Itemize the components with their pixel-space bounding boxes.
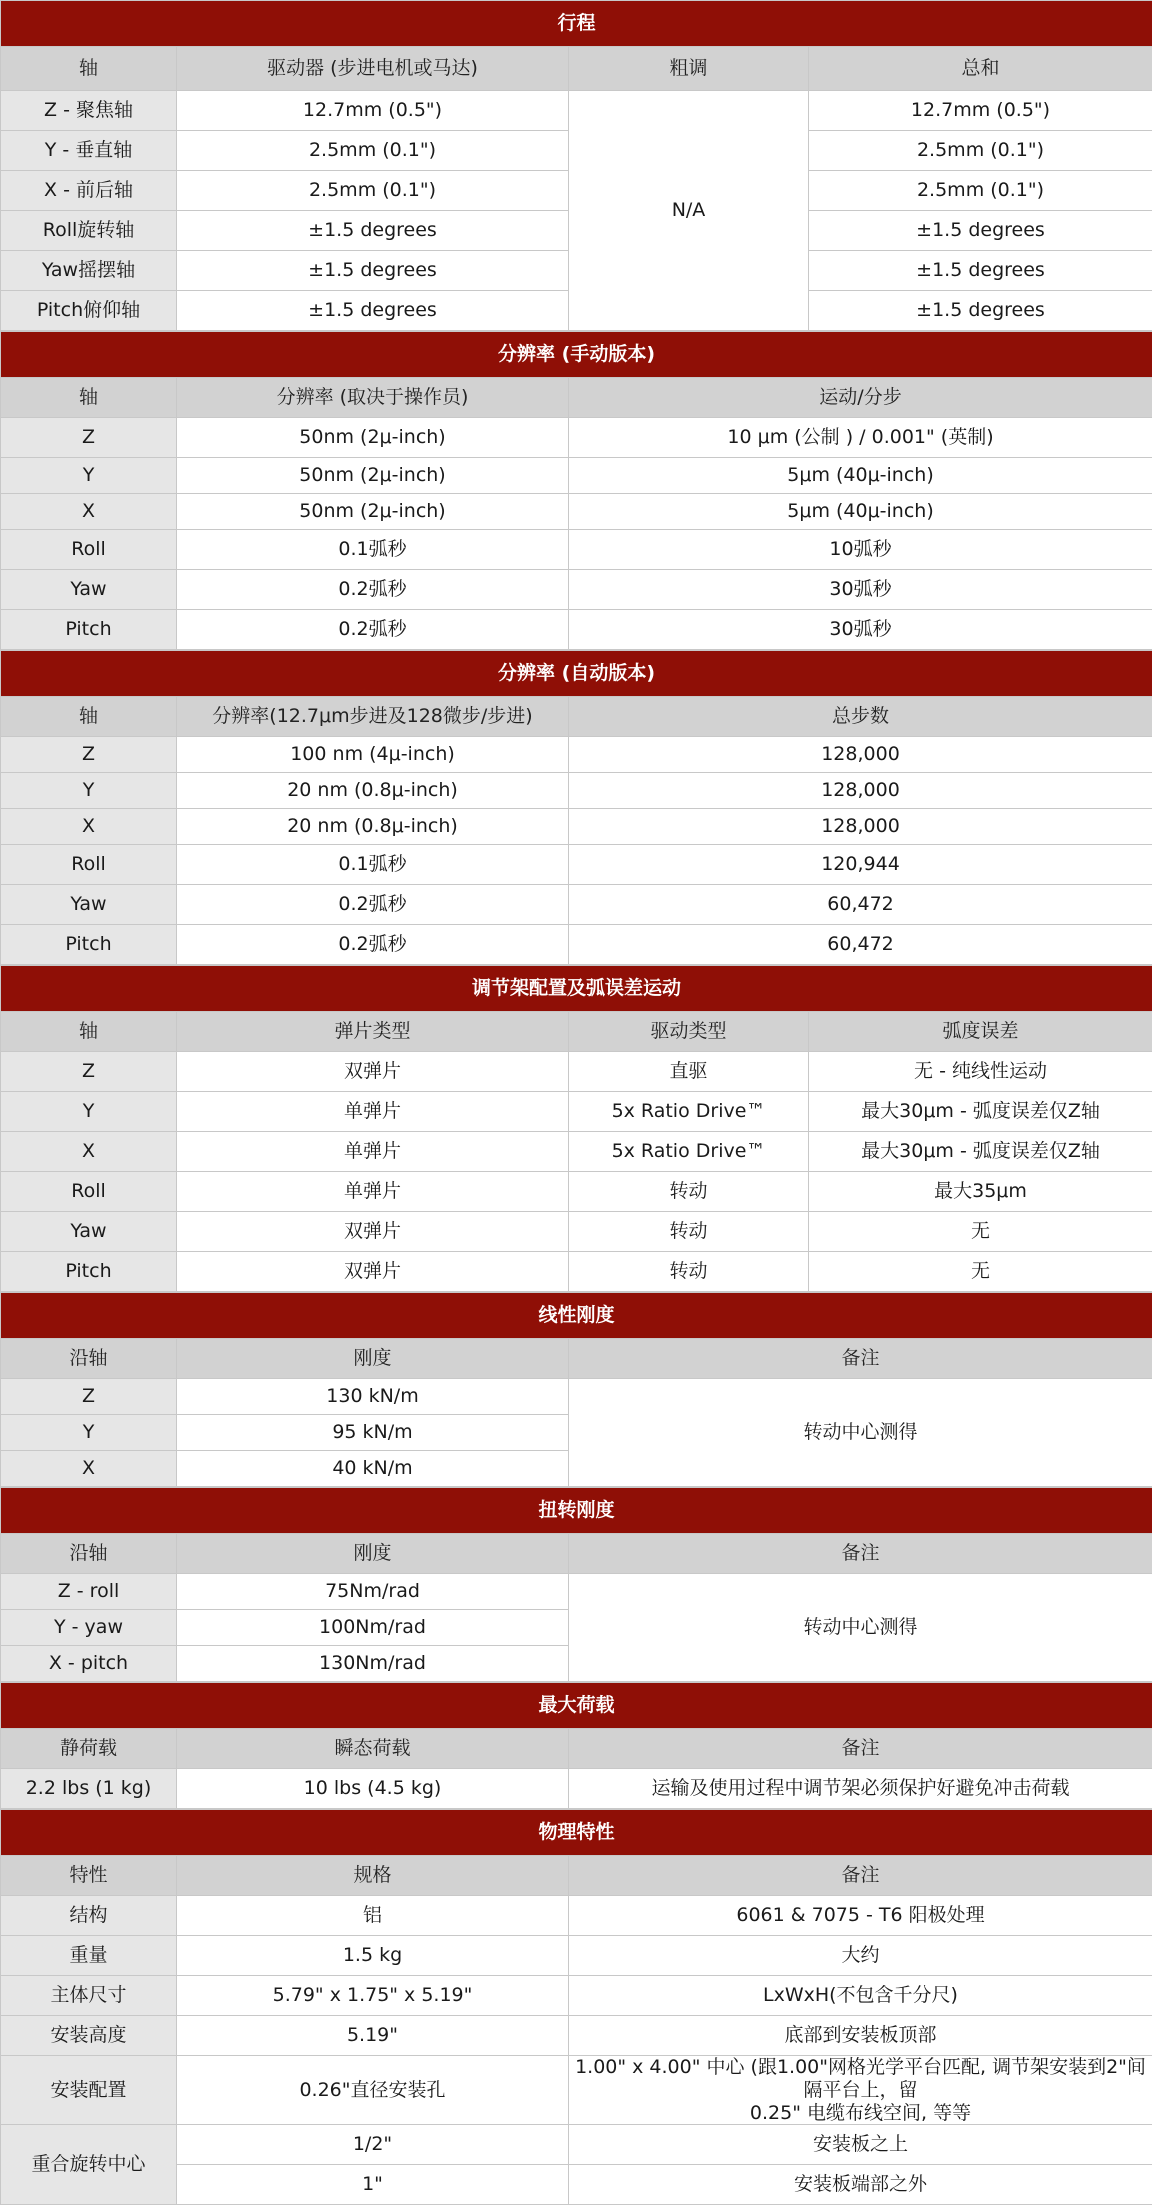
header-cell: 轴 [1,697,177,737]
note-cell: 6061 & 7075 - T6 阳极处理 [569,1896,1152,1936]
axis-cell: Pitch [1,610,177,650]
resolution-value: 0.1弧秒 [177,845,569,885]
stiffness-value: 40 kN/m [177,1451,569,1487]
note-cell: 转动中心测得 [569,1574,1152,1682]
note-cell: 大约 [569,1936,1152,1976]
header-cell: 总步数 [569,697,1152,737]
axis-cell: Yaw [1,1212,177,1252]
stiffness-value: 130 kN/m [177,1379,569,1415]
arc-error-value: 最大35μm [809,1172,1152,1212]
steps-value: 60,472 [569,885,1152,925]
header-cell: 备注 [569,1856,1152,1896]
flexure-value: 单弹片 [177,1172,569,1212]
steps-value: 128,000 [569,809,1152,845]
stiffness-value: 95 kN/m [177,1415,569,1451]
arc-error-value: 无 [809,1252,1152,1292]
arc-error-value: 无 - 纯线性运动 [809,1052,1152,1092]
stiffness-value: 130Nm/rad [177,1646,569,1682]
header-cell: 刚度 [177,1534,569,1574]
section-title: 物理特性 [1,1810,1152,1856]
note-cell: 安装板端部之外 [569,2165,1152,2205]
section-title: 行程 [1,1,1152,47]
drive-type-value: 转动 [569,1212,809,1252]
drive-type-value: 转动 [569,1252,809,1292]
resolution-value: 0.2弧秒 [177,610,569,650]
section-title: 分辨率 (自动版本) [1,651,1152,697]
header-cell: 弧度误差 [809,1012,1152,1052]
resolution-value: 50nm (2μ-inch) [177,458,569,494]
flexure-value: 单弹片 [177,1132,569,1172]
axis-cell: Z - roll [1,1574,177,1610]
resolution-value: 50nm (2μ-inch) [177,494,569,530]
stiffness-value: 75Nm/rad [177,1574,569,1610]
header-cell: 分辨率(12.7μm步进及128微步/步进) [177,697,569,737]
axis-cell: X - pitch [1,1646,177,1682]
note-cell: 运输及使用过程中调节架必须保护好避免冲击荷载 [569,1769,1152,1809]
resolution-value: 20 nm (0.8μ-inch) [177,773,569,809]
header-cell: 刚度 [177,1339,569,1379]
drive-type-value: 直驱 [569,1052,809,1092]
property-cell: 重量 [1,1936,177,1976]
resolution-auto-table [0,650,1152,965]
axis-cell: Z [1,737,177,773]
axis-cell: X [1,1132,177,1172]
header-cell: 静荷载 [1,1729,177,1769]
header-cell: 瞬态荷载 [177,1729,569,1769]
axis-cell: Pitch [1,925,177,965]
steps-value: 120,944 [569,845,1152,885]
section-title: 扭转刚度 [1,1488,1152,1534]
drive-value: ±1.5 degrees [177,211,569,251]
arc-error-value: 无 [809,1212,1152,1252]
header-cell: 规格 [177,1856,569,1896]
resolution-value: 0.1弧秒 [177,530,569,570]
spec-value: 5.79" x 1.75" x 5.19" [177,1976,569,2016]
header-cell: 总和 [809,47,1152,91]
header-cell: 轴 [1,47,177,91]
section-title: 分辨率 (手动版本) [1,332,1152,378]
header-cell: 备注 [569,1534,1152,1574]
flexure-value: 双弹片 [177,1052,569,1092]
header-cell: 弹片类型 [177,1012,569,1052]
spec-value: 1" [177,2165,569,2205]
coarse-value: N/A [569,91,809,331]
steps-value: 128,000 [569,773,1152,809]
axis-cell: Y - 垂直轴 [1,131,177,171]
resolution-value: 20 nm (0.8μ-inch) [177,809,569,845]
header-cell: 粗调 [569,47,809,91]
property-cell: 安装高度 [1,2016,177,2056]
drive-type-value: 5x Ratio Drive™ [569,1132,809,1172]
header-cell: 轴 [1,1012,177,1052]
transient-load-value: 10 lbs (4.5 kg) [177,1769,569,1809]
move-value: 30弧秒 [569,610,1152,650]
property-cell: 主体尺寸 [1,1976,177,2016]
axis-cell: Roll [1,845,177,885]
axis-cell: Y [1,458,177,494]
arc-error-value: 最大30μm - 弧度误差仅Z轴 [809,1132,1152,1172]
drive-value: ±1.5 degrees [177,251,569,291]
travel-table [0,0,1152,331]
total-value: ±1.5 degrees [809,291,1152,331]
spec-value: 5.19" [177,2016,569,2056]
resolution-value: 0.2弧秒 [177,570,569,610]
total-value: ±1.5 degrees [809,251,1152,291]
move-value: 5μm (40μ-inch) [569,494,1152,530]
note-cell: 底部到安装板顶部 [569,2016,1152,2056]
drive-type-value: 转动 [569,1172,809,1212]
drive-value: 2.5mm (0.1") [177,131,569,171]
axis-cell: Y [1,1415,177,1451]
resolution-value: 0.2弧秒 [177,925,569,965]
header-cell: 特性 [1,1856,177,1896]
note-cell: 1.00" x 4.00" 中心 (跟1.00"网格光学平台匹配, 调节架安装到2"间隔平台上，留 0.25" 电缆布线空间, 等等 [569,2056,1152,2125]
max-load-table [0,1682,1152,1809]
header-cell: 备注 [569,1339,1152,1379]
spec-value: 铝 [177,1896,569,1936]
axis-cell: Y [1,1092,177,1132]
resolution-value: 50nm (2μ-inch) [177,418,569,458]
axis-cell: X [1,809,177,845]
section-title: 线性刚度 [1,1293,1152,1339]
property-cell: 安装配置 [1,2056,177,2125]
axis-cell: Z [1,1379,177,1415]
linear-stiffness-table [0,1292,1152,1487]
axis-cell: X - 前后轴 [1,171,177,211]
total-value: ±1.5 degrees [809,211,1152,251]
spec-value: 1.5 kg [177,1936,569,1976]
move-value: 10弧秒 [569,530,1152,570]
flexure-value: 单弹片 [177,1092,569,1132]
resolution-manual-table [0,331,1152,650]
drive-value: 12.7mm (0.5") [177,91,569,131]
axis-cell: Y - yaw [1,1610,177,1646]
header-cell: 驱动器 (步进电机或马达) [177,47,569,91]
header-cell: 备注 [569,1729,1152,1769]
header-cell: 分辨率 (取决于操作员) [177,378,569,418]
axis-cell: Pitch [1,1252,177,1292]
resolution-value: 100 nm (4μ-inch) [177,737,569,773]
axis-cell: Z [1,418,177,458]
move-value: 30弧秒 [569,570,1152,610]
axis-cell: Yaw [1,885,177,925]
note-cell: 转动中心测得 [569,1379,1152,1487]
property-cell: 结构 [1,1896,177,1936]
total-value: 12.7mm (0.5") [809,91,1152,131]
axis-cell: Roll旋转轴 [1,211,177,251]
axis-cell: X [1,494,177,530]
physical-properties-table [0,1809,1152,2205]
property-cell: 重合旋转中心 [1,2125,177,2205]
drive-type-value: 5x Ratio Drive™ [569,1092,809,1132]
axis-cell: Z [1,1052,177,1092]
spec-value: 0.26"直径安装孔 [177,2056,569,2125]
note-cell: LxWxH(不包含千分尺) [569,1976,1152,2016]
move-value: 10 μm (公制 ) / 0.001" (英制) [569,418,1152,458]
axis-cell: X [1,1451,177,1487]
axis-cell: Yaw [1,570,177,610]
section-title: 最大荷载 [1,1683,1152,1729]
axis-cell: Yaw摇摆轴 [1,251,177,291]
steps-value: 128,000 [569,737,1152,773]
flexure-value: 双弹片 [177,1252,569,1292]
configuration-table [0,965,1152,1292]
drive-value: 2.5mm (0.1") [177,171,569,211]
section-title: 调节架配置及弧误差运动 [1,966,1152,1012]
arc-error-value: 最大30μm - 弧度误差仅Z轴 [809,1092,1152,1132]
resolution-value: 0.2弧秒 [177,885,569,925]
total-value: 2.5mm (0.1") [809,171,1152,211]
axis-cell: Roll [1,530,177,570]
axis-cell: Z - 聚焦轴 [1,91,177,131]
header-cell: 轴 [1,378,177,418]
header-cell: 沿轴 [1,1339,177,1379]
steps-value: 60,472 [569,925,1152,965]
stiffness-value: 100Nm/rad [177,1610,569,1646]
note-cell: 安装板之上 [569,2125,1152,2165]
axis-cell: Roll [1,1172,177,1212]
axis-cell: Y [1,773,177,809]
header-cell: 运动/分步 [569,378,1152,418]
torsional-stiffness-table [0,1487,1152,1682]
header-cell: 驱动类型 [569,1012,809,1052]
drive-value: ±1.5 degrees [177,291,569,331]
static-load-value: 2.2 lbs (1 kg) [1,1769,177,1809]
spec-value: 1/2" [177,2125,569,2165]
axis-cell: Pitch俯仰轴 [1,291,177,331]
total-value: 2.5mm (0.1") [809,131,1152,171]
move-value: 5μm (40μ-inch) [569,458,1152,494]
flexure-value: 双弹片 [177,1212,569,1252]
header-cell: 沿轴 [1,1534,177,1574]
